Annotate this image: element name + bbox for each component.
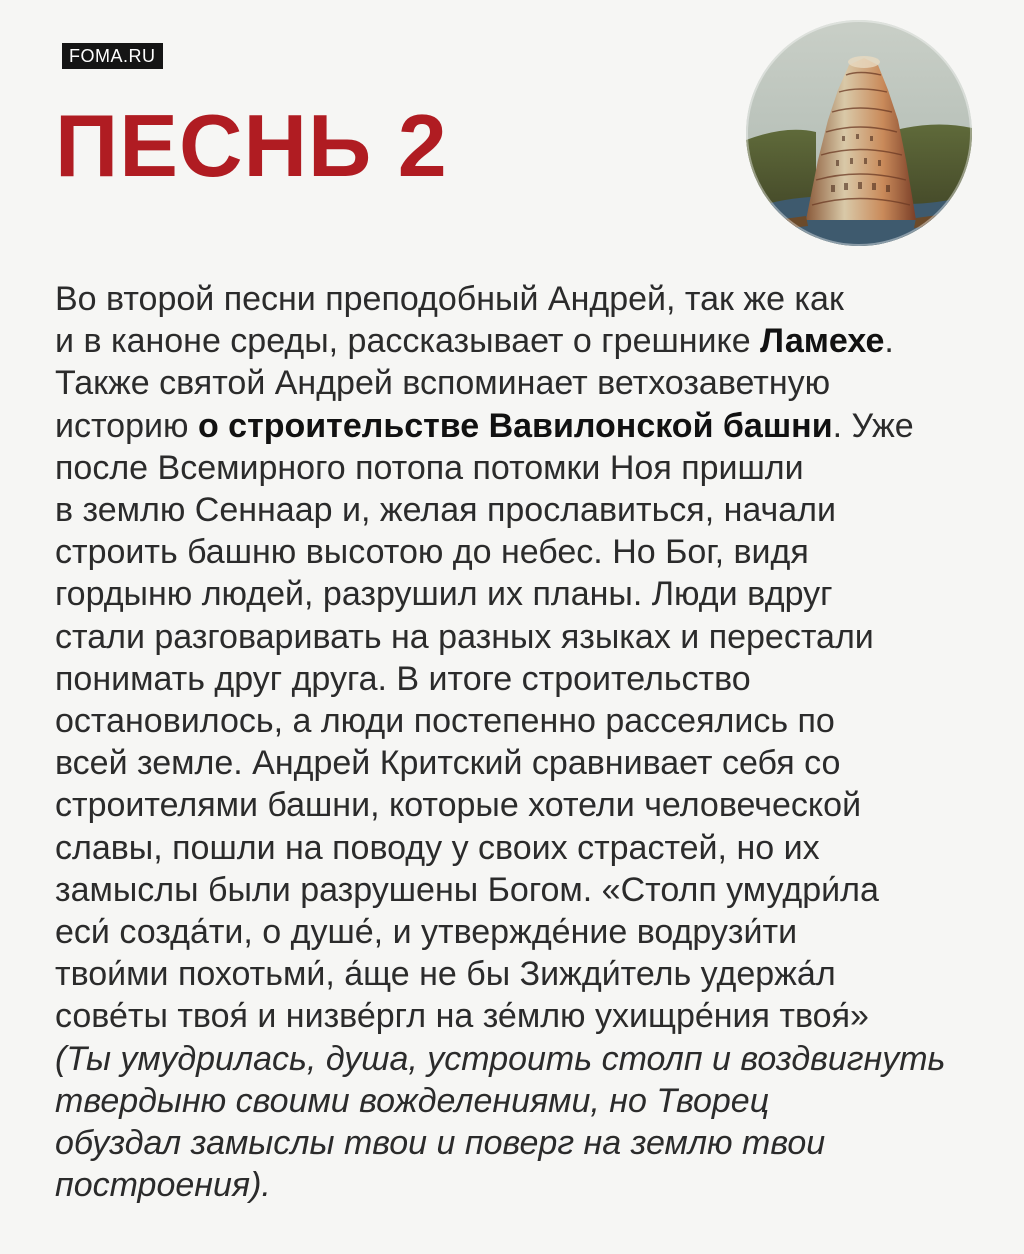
text-line <box>55 320 995 362</box>
brand-badge[interactable]: FOMA.RU <box>62 43 163 69</box>
text-run: . <box>884 322 894 361</box>
text-run: еси́ созда́ти, о душе́, и утвержде́ние водрузи́ти <box>55 913 798 952</box>
text-run: стали разговаривать на разных языках и перестали <box>55 617 874 656</box>
text-run: твои́ми похотьми́, а́ще не бы Зижди́тель удержа́л <box>55 955 836 994</box>
text-line <box>55 405 995 447</box>
text-line <box>55 362 995 404</box>
text-run: твердыню своими вожделениями, но Творец <box>55 1081 770 1120</box>
text-run: гордыню людей, разрушил их планы. Люди вдруг <box>55 575 833 614</box>
text-run: историю <box>55 406 198 445</box>
text-line <box>55 953 995 995</box>
text-line <box>55 278 995 320</box>
text-run: после Всемирного потопа потомки Ноя пришли <box>55 448 804 487</box>
text-line <box>55 1122 995 1164</box>
article-body <box>55 278 995 1206</box>
text-line <box>55 1038 995 1080</box>
text-line <box>55 531 995 573</box>
text-run: Также святой Андрей вспоминает ветхозаветную <box>55 364 831 403</box>
page-title: ПЕСНЬ 2 <box>55 96 448 195</box>
text-line <box>55 489 995 531</box>
text-line <box>55 573 995 615</box>
text-run: остановилось, а люди постепенно рассеялись по <box>55 702 835 741</box>
bold-text-run: Ламехе <box>760 322 885 361</box>
text-line <box>55 869 995 911</box>
text-line <box>55 742 995 784</box>
text-run: понимать друг друга. В итоге строительство <box>55 659 751 698</box>
text-run: славы, пошли на поводу у своих страстей, но их <box>55 828 820 867</box>
text-line <box>55 1164 995 1206</box>
bold-text-run: о строительстве Вавилонской башни <box>197 406 833 445</box>
text-run: строить башню высотою до небес. Но Бог, видя <box>55 533 809 572</box>
text-run: замыслы были разрушены Богом. «Столп умудри́ла <box>55 870 879 909</box>
text-run: строителями башни, которые хотели человеческой <box>55 786 862 825</box>
text-line <box>55 447 995 489</box>
text-run: (Ты умудрилась, душа, устроить столп и воздвигнуть <box>55 1039 946 1078</box>
text-line <box>55 1080 995 1122</box>
text-run: и в каноне среды, рассказывает о грешнике <box>55 322 761 361</box>
text-run: обуздал замыслы твои и поверг на землю твои <box>55 1124 826 1163</box>
text-line <box>55 827 995 869</box>
text-run: . Уже <box>832 406 914 445</box>
text-line <box>55 911 995 953</box>
text-run: построения). <box>55 1166 271 1205</box>
text-line <box>55 700 995 742</box>
text-line <box>55 995 995 1037</box>
text-line <box>55 784 995 826</box>
text-run: сове́ты твоя́ и низве́ргл на зе́млю ухищре́ния твоя́» <box>55 997 869 1036</box>
text-run: Во второй песни преподобный Андрей, так же как <box>55 280 844 318</box>
text-line <box>55 658 995 700</box>
tower-of-babel-painting-icon <box>746 20 972 246</box>
text-run: в землю Сеннаар и, желая прославиться, начали <box>55 491 837 530</box>
text-line <box>55 616 995 658</box>
text-run: всей земле. Андрей Критский сравнивает себя со <box>55 744 841 783</box>
